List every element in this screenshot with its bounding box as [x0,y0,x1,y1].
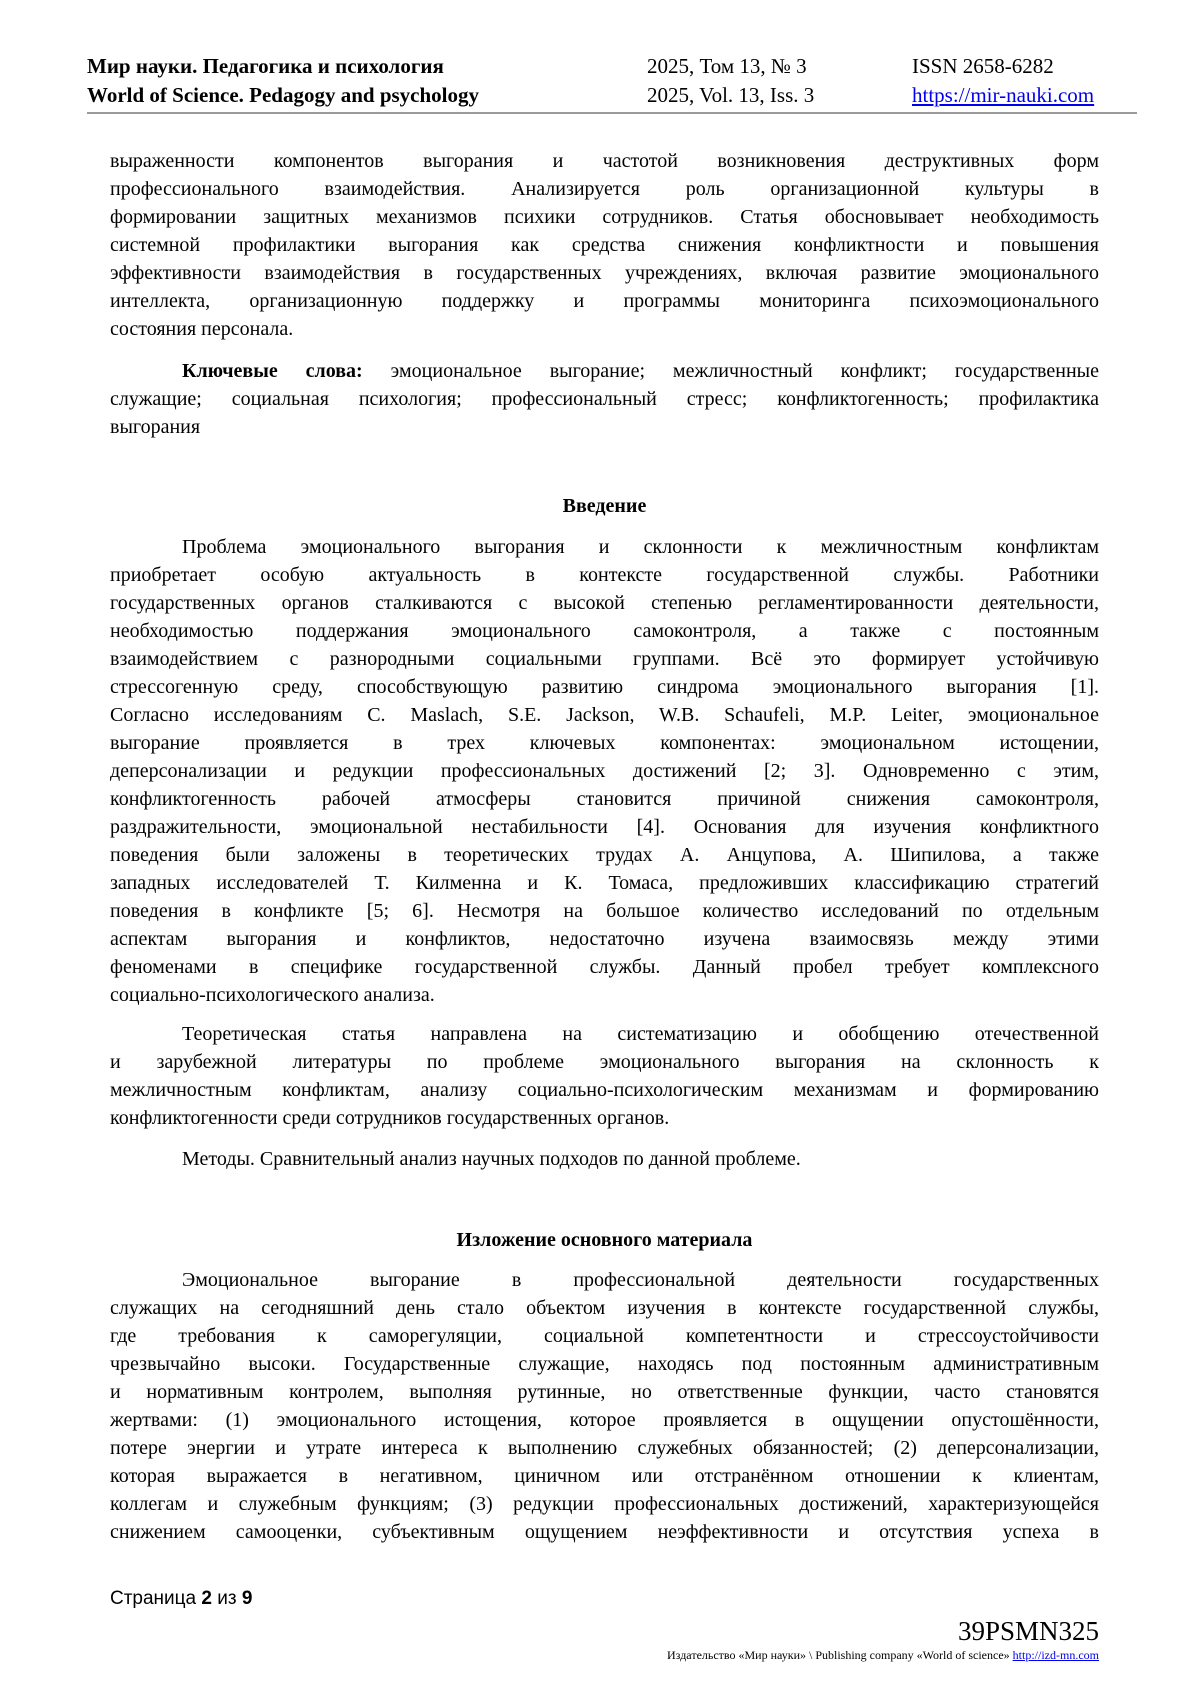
abstract-continuation [110,147,1099,343]
page-number [110,1588,252,1610]
text-line: необходимостью поддержания эмоционального самоконтроля, а также с постоянным [110,620,1099,642]
text-line: которая выражается в негативном, циничном или отстранённом отношении к клиентам, [110,1465,1099,1487]
text-line: состояния персонала. [110,318,294,340]
issn: ISSN 2658-6282 [912,54,1054,78]
text-line: эффективности взаимодействия в государственных учреждениях, включая развитие эмоционального [110,262,1099,284]
text-line: Согласно исследованиям C. Maslach, S.E. Jackson, W.B. Schaufeli, M.P. Leiter, эмоциональное [110,704,1099,726]
text-line: формировании защитных механизмов психики сотрудников. Статья обосновывает необходимость [110,206,1099,228]
text-line: системной профилактики выгорания как средства снижения конфликтности и повышения [110,234,1099,256]
page-of: из [217,1588,237,1609]
text-line: чрезвычайно высоки. Государственные служащие, находясь под постоянным административным [110,1353,1099,1375]
methods-text: Методы. Сравнительный анализ научных подходов по данной проблеме. [182,1148,801,1170]
issue-en: 2025, Vol. 13, Iss. 3 [647,83,815,107]
text-line: аспектам выгорания и конфликтов, недостаточно изучена взаимосвязь между этими [110,928,1099,950]
text-line: Теоретическая статья направлена на систематизацию и обобщению отечественной [182,1023,1099,1045]
text-line: поведения в конфликте [5; 6]. Несмотря на большое количество исследований по отдельным [110,900,1099,922]
publisher-name: Издательство «Мир науки» \ Publishing company «World of science» [667,1648,1010,1662]
text-line: Проблема эмоционального выгорания и склонности к межличностным конфликтам [182,536,1099,558]
text-line: социально-психологического анализа. [110,984,435,1006]
keywords-line: выгорания [110,416,201,438]
methods-paragraph [110,1145,1099,1173]
text-line: служащих на сегодняшний день стало объектом изучения в контексте государственной службы, [110,1297,1099,1319]
text-line: коллегам и служебным функциям; (3) редукции профессиональных достижений, характеризующейся [110,1493,1099,1515]
keywords-line: эмоциональное выгорание; межличностный конфликт; государственные [362,360,1099,382]
text-line: где требования к саморегуляции, социальной компетентности и стрессоустойчивости [110,1325,1099,1347]
text-line: стрессогенную среду, способствующую развитию синдрома эмоционального выгорания [1]. [110,676,1099,698]
issn-info [912,52,1094,110]
journal-title [87,52,479,110]
text-line: приобретает особую актуальность в контексте государственной службы. Работники [110,564,1099,586]
article-code: 39PSMN325 [957,1616,1099,1646]
text-line: раздражительности, эмоциональной нестабильности [4]. Основания для изучения конфликтного [110,816,1099,838]
text-line: феноменами в специфике государственной службы. Данный пробел требует комплексного [110,956,1099,978]
text-line: профессионального взаимодействия. Анализируется роль организационной культуры в [110,178,1099,200]
issue-ru: 2025, Том 13, № 3 [647,54,807,78]
journal-title-ru: Мир науки. Педагогика и психология [87,54,444,78]
journal-link[interactable]: https://mir-nauki.com [912,83,1095,107]
keywords-label: Ключевые слова: [182,360,363,382]
intro-paragraph-1 [110,533,1099,1009]
text-line: поведения были заложены в теоретических трудах А. Анцупова, А. Шипилова, а также [110,844,1099,866]
page-label: Страница [110,1588,197,1609]
text-line: снижением самооценки, субъективным ощущением неэффективности и отсутствия успеха в [110,1521,1099,1543]
page-current: 2 [201,1588,212,1609]
text-line: жертвами: (1) эмоционального истощения, которое проявляется в ощущении опустошённости, [110,1409,1099,1431]
main-paragraph-1 [110,1266,1099,1546]
text-line: конфликтогенность рабочей атмосферы становится причиной снижения самоконтроля, [110,788,1099,810]
text-line: конфликтогенности среди сотрудников государственных органов. [110,1107,670,1129]
text-line: межличностным конфликтам, анализу социально-психологическим механизмам и формированию [110,1079,1099,1101]
running-header [87,52,1137,114]
publisher-line [667,1648,1099,1663]
text-line: потере энергии и утрате интереса к выполнению служебных обязанностей; (2) деперсонализации, [110,1437,1099,1459]
text-line: выраженности компонентов выгорания и частотой возникновения деструктивных форм [110,150,1099,172]
page-total: 9 [241,1588,253,1609]
section-heading-intro: Введение [562,495,647,517]
section-heading-main: Изложение основного материала [456,1229,753,1251]
text-line: интеллекта, организационную поддержку и программы мониторинга психоэмоционального [110,290,1099,312]
issue-info [647,52,814,110]
intro-paragraph-2 [110,1020,1099,1132]
text-line: западных исследователей Т. Килменна и К. Томаса, предложивших классификацию стратегий [110,872,1099,894]
text-line: государственных органов сталкиваются с высокой степенью регламентированности деятельности, [110,592,1099,614]
text-line: выгорание проявляется в трех ключевых компонентах: эмоциональном истощении, [110,732,1099,754]
text-line: и нормативным контролем, выполняя рутинные, но ответственные функции, часто становятся [110,1381,1099,1403]
text-line: и зарубежной литературы по проблеме эмоционального выгорания на склонность к [110,1051,1099,1073]
text-line: деперсонализации и редукции профессиональных достижений [2; 3]. Одновременно с этим, [110,760,1099,782]
publisher-link[interactable]: http://izd-mn.com [1012,1648,1099,1662]
text-line: взаимодействием с разнородными социальными группами. Всё это формирует устойчивую [110,648,1099,670]
keywords-line: служащие; социальная психология; профессиональный стресс; конфликтогенность; профилактика [110,388,1099,410]
keywords [110,357,1099,441]
journal-title-en: World of Science. Pedagogy and psychology [87,83,480,107]
text-line: Эмоциональное выгорание в профессиональной деятельности государственных [182,1269,1099,1291]
